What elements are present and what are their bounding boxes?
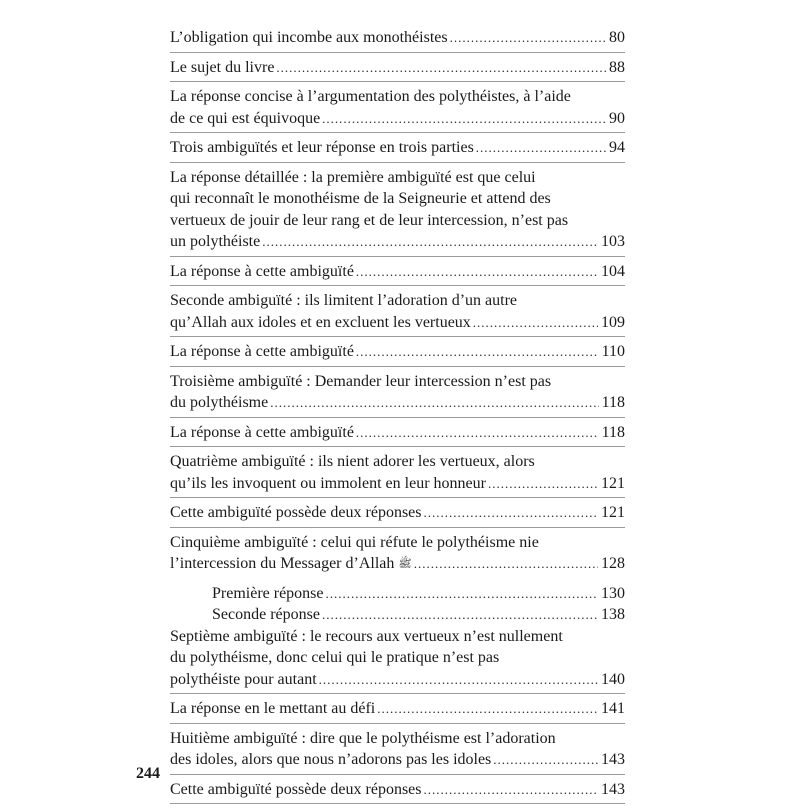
- toc-sub-entry: [170, 583, 625, 605]
- toc-entry-line: du polythéisme, donc celui qui le pratique n’est pas: [170, 649, 500, 666]
- toc-entry-last-line: [170, 392, 625, 414]
- toc-entry-line: Septième ambiguïté : le recours aux vertueux n’est nullement: [170, 627, 563, 645]
- dot-leader: [356, 261, 598, 283]
- toc-entry-last-line: [170, 27, 625, 49]
- table-of-contents: [170, 27, 625, 808]
- dot-leader: [493, 749, 598, 771]
- dot-leader: [473, 312, 598, 334]
- toc-page-number: 140: [601, 670, 625, 688]
- toc-entry: [170, 341, 625, 367]
- dot-leader: [322, 108, 606, 130]
- toc-entry: [170, 27, 625, 53]
- toc-entry-title-text: La réponse en le mettant au défi: [170, 700, 376, 717]
- toc-entry-line: Quatrième ambiguïté : ils nient adorer les vertueux, alors: [170, 453, 535, 470]
- toc-entry-title: [170, 749, 491, 771]
- toc-entry-line: Troisième ambiguïté : Demander leur intercession n’est pas: [170, 372, 552, 390]
- toc-entry-title-text: La réponse à cette ambiguïté: [170, 262, 354, 280]
- toc-entry-title-text: polythéiste pour autant: [170, 670, 317, 688]
- dot-leader: [356, 341, 599, 363]
- toc-entry-last-line: [170, 502, 625, 524]
- dot-leader: [414, 553, 598, 575]
- toc-entry-title: [170, 27, 448, 49]
- toc-entry: [170, 698, 625, 724]
- toc-entry-title-text: Première réponse: [212, 584, 324, 602]
- toc-entry: [170, 779, 625, 805]
- dot-leader: [377, 698, 598, 720]
- toc-entry-title-text: Seconde réponse: [212, 606, 320, 623]
- toc-entry-title: [170, 312, 471, 334]
- dot-leader: [488, 473, 598, 495]
- toc-entry-last-line: [170, 698, 625, 720]
- toc-entry: [170, 728, 625, 775]
- toc-entry-last-line: [170, 669, 625, 691]
- toc-entry: [170, 626, 625, 695]
- toc-entry-title: [170, 669, 317, 691]
- toc-page-number: 94: [609, 139, 625, 156]
- toc-entry-title-text: La réponse à cette ambiguïté: [170, 343, 354, 360]
- toc-entry-title-text: du polythéisme: [170, 394, 269, 411]
- toc-entry: [170, 422, 625, 448]
- toc-entry-title: [212, 583, 324, 605]
- dot-leader: [276, 57, 606, 79]
- dot-leader: [270, 392, 598, 414]
- toc-page-number: 121: [601, 504, 625, 521]
- toc-entry-title: [170, 779, 422, 801]
- toc-entry-title: [170, 137, 474, 159]
- toc-page-number: 109: [601, 313, 625, 331]
- toc-entry-title: [170, 341, 354, 363]
- toc-entry-title: [170, 231, 260, 253]
- toc-entry: [170, 502, 625, 528]
- toc-entry-title: [170, 57, 274, 79]
- toc-page-number: 141: [601, 700, 625, 717]
- toc-entry-last-line: [170, 137, 625, 159]
- toc-entry-line: La réponse concise à l’argumentation des polythéistes, à l’aide: [170, 88, 571, 105]
- toc-entry-title: [170, 108, 320, 130]
- toc-entry-line: vertueux de jouir de leur rang et de leur intercession, n’est pas: [170, 211, 569, 229]
- toc-entry-title-text: qu’Allah aux idoles et en excluent les vertueux: [170, 313, 471, 331]
- toc-entry-last-line: [170, 261, 625, 283]
- salawat-symbol: ﷺ: [398, 558, 412, 570]
- toc-entry-line: Seconde ambiguïté : ils limitent l’adoration d’un autre: [170, 292, 518, 309]
- toc-entry: [170, 86, 625, 133]
- toc-page-number: 121: [601, 474, 625, 492]
- toc-entry-line: La réponse détaillée : la première ambiguïté est que celui: [170, 168, 536, 186]
- dot-leader: [450, 27, 606, 49]
- dot-leader: [326, 583, 598, 605]
- toc-page-number: 128: [601, 555, 625, 572]
- toc-entry-title-text: un polythéiste: [170, 233, 261, 250]
- toc-entry-last-line: [170, 231, 625, 253]
- toc-entry-title-text: de ce qui est équivoque: [170, 109, 321, 127]
- toc-entry: [170, 261, 625, 287]
- toc-page-number: 103: [601, 233, 625, 250]
- toc-entry-title: [170, 392, 268, 414]
- toc-entry-title: [212, 604, 320, 626]
- toc-entry-last-line: [170, 422, 625, 444]
- toc-page-number: 143: [601, 780, 625, 798]
- toc-entry-last-line: [170, 57, 625, 79]
- toc-entry-last-line: [170, 473, 625, 495]
- toc-entry-title: [170, 553, 412, 576]
- toc-entry-last-line: [212, 583, 625, 605]
- toc-page-number: 104: [601, 262, 625, 280]
- dot-leader: [424, 779, 599, 801]
- toc-page-number: 118: [601, 423, 625, 441]
- toc-page-number: 88: [609, 58, 625, 76]
- toc-entry: [170, 290, 625, 337]
- toc-page-number: 130: [601, 584, 625, 602]
- dot-leader: [424, 502, 599, 524]
- toc-entry-title: [170, 473, 486, 495]
- toc-entry: [170, 371, 625, 418]
- toc-page-number: 110: [601, 343, 625, 360]
- toc-entry-line: Huitième ambiguïté : dire que le polythéisme est l’adoration: [170, 729, 556, 747]
- dot-leader: [322, 604, 598, 626]
- toc-sub-entry: [170, 604, 625, 626]
- toc-entry-last-line: [170, 749, 625, 771]
- toc-entry-last-line: [170, 108, 625, 130]
- toc-entry-title: [170, 502, 422, 524]
- toc-page-number: 80: [609, 29, 625, 46]
- toc-page-number: 90: [609, 109, 625, 127]
- toc-entry-last-line: [170, 779, 625, 801]
- dot-leader: [262, 231, 598, 253]
- toc-entry: [170, 57, 625, 83]
- toc-entry-line: qui reconnaît le monothéisme de la Seigneurie et attend des: [170, 190, 551, 207]
- toc-entry-title-text: l’intercession du Messager d’Allah: [170, 555, 395, 572]
- toc-entry-last-line: [170, 312, 625, 334]
- toc-page-number: 143: [601, 751, 625, 768]
- toc-entry-title-text: des idoles, alors que nous n’adorons pas les idoles: [170, 751, 492, 768]
- toc-entry-title-text: L’obligation qui incombe aux monothéistes: [170, 29, 448, 46]
- dot-leader: [476, 137, 606, 159]
- toc-page-number: 138: [601, 606, 625, 623]
- dot-leader: [356, 422, 599, 444]
- toc-entry: [170, 167, 625, 257]
- toc-entry-title: [170, 698, 375, 720]
- toc-entry-title: [170, 261, 354, 283]
- toc-entry-title-text: Cette ambiguïté possède deux réponses: [170, 504, 422, 521]
- toc-entry: [170, 137, 625, 163]
- toc-entry-title: [170, 422, 354, 444]
- dot-leader: [319, 669, 598, 691]
- toc-entry-last-line: [170, 553, 625, 576]
- toc-entry-title-text: Cette ambiguïté possède deux réponses: [170, 780, 422, 798]
- toc-entry: [170, 532, 625, 579]
- toc-entry-last-line: [212, 604, 625, 626]
- toc-entry-line: Cinquième ambiguïté : celui qui réfute le polythéisme nie: [170, 533, 539, 551]
- toc-entry-title-text: La réponse à cette ambiguïté: [170, 423, 354, 441]
- toc-entry: [170, 451, 625, 498]
- toc-entry-title-text: Trois ambiguïtés et leur réponse en trois parties: [170, 139, 474, 156]
- toc-entry-last-line: [170, 341, 625, 363]
- toc-entry-title-text: Le sujet du livre: [170, 58, 275, 76]
- toc-page-number: 118: [601, 394, 625, 411]
- page-number: 244: [136, 765, 160, 782]
- toc-entry-title-text: qu’ils les invoquent ou immolent en leur honneur: [170, 474, 486, 492]
